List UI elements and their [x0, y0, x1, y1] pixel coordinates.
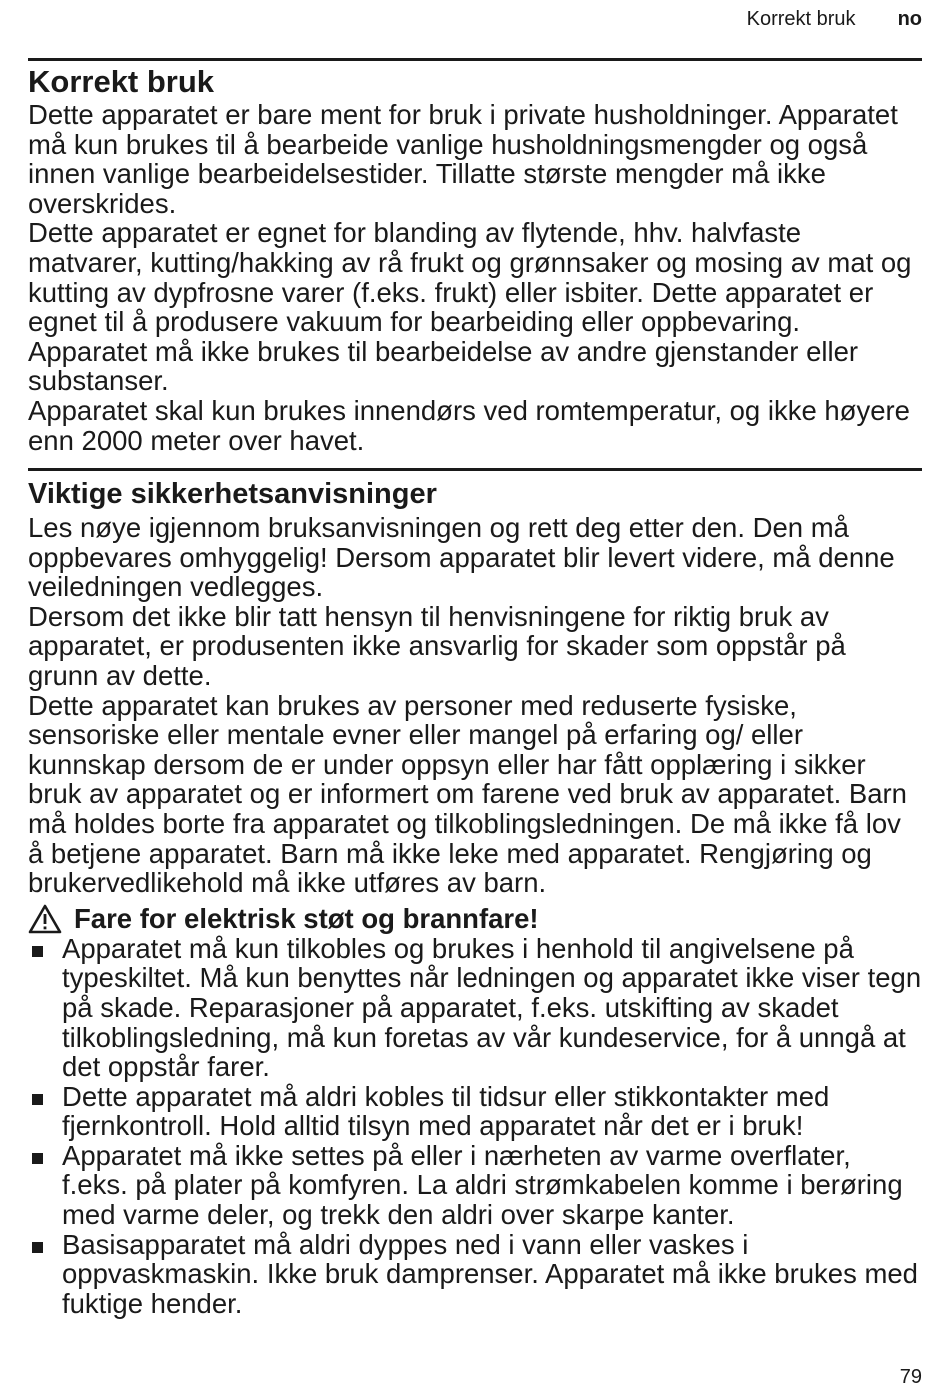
section-divider — [28, 468, 922, 471]
header-section-title: Korrekt bruk — [746, 8, 856, 30]
list-item — [28, 1141, 922, 1230]
page-header — [747, 8, 922, 31]
bullet-square-icon — [32, 1094, 43, 1105]
section-correct-use — [28, 64, 922, 455]
top-divider — [28, 58, 922, 61]
bullet-square-icon — [32, 946, 43, 957]
section-title: Viktige sikkerhetsanvisninger — [28, 478, 437, 510]
paragraph: Dersom det ikke blir tatt hensyn til henvisningene for riktig bruk av apparatet, er produsenten ikke ansvarlig for skader som oppstår på grunn av dette. — [28, 600, 846, 691]
paragraph: Dette apparatet er bare ment for bruk i private husholdninger. Apparatet må kun brukes til å bearbeide vanlige husholdningsmengder og også innen vanlige bearbeidelsestider. Tillatte største mengder må ikke overskrides. — [28, 99, 898, 219]
warning-title: Fare for elektrisk støt og brannfare! — [74, 902, 539, 934]
page-number: 79 — [899, 1366, 922, 1388]
list-item — [28, 934, 922, 1082]
warning-heading — [28, 904, 922, 934]
list-item-text: Dette apparatet må aldri kobles til tidsur eller stikkontakter med fjernkontroll. Hold alltid tilsyn med apparatet når det er i bruk! — [62, 1080, 830, 1142]
list-item-text: Apparatet må ikke settes på eller i nærheten av varme overflater, f.eks. på plater på komfyren. La aldri strømkabelen komme i berøring med varme deler, og trekk den aldri over skarpe kanter. — [62, 1139, 903, 1231]
paragraph: Dette apparatet er egnet for blanding av flytende, hhv. halvfaste matvarer, kutting/hakking av rå frukt og grønnsaker og mosing av mat og kutting av dypfrosne varer (f.eks. frukt) eller isbiter. Dette apparatet er egnet til å produsere vakuum for bearbeiding eller oppbevaring. Apparatet må ikke brukes til bearbeidelse av andre gjenstander eller substanser. — [28, 217, 912, 397]
list-item — [28, 1230, 922, 1319]
warning-triangle-icon — [28, 904, 62, 934]
paragraph: Dette apparatet kan brukes av personer med reduserte fysiske, sensoriske eller mentale evner eller mangel på erfaring og/ eller kunnskap dersom de er under oppsyn eller har fått opplæring i sikker bruk av apparatet og er informert om farene ved bruk av apparatet. Barn må holdes borte fra apparatet og tilkoblingsledningen. De må ikke få lov å betjene apparatet. Barn må ikke leke med apparatet. Rengjøring og brukervedlikehold må ikke utføres av barn. — [28, 689, 907, 899]
bullet-square-icon — [32, 1153, 43, 1164]
list-item-text: Apparatet må kun tilkobles og brukes i henhold til angivelsene på typeskiltet. Må kun benyttes når ledningen og apparatet ikke viser tegn på skade. Reparasjoner på apparatet, f.eks. utskifting av skadet tilkoblingsledning, må kun foretas av vår kundeservice, for å unngå at det oppstår farer. — [62, 932, 922, 1083]
list-item-text: Basisapparatet må aldri dyppes ned i vann eller vaskes i oppvaskmaskin. Ikke bruk damprenser. Apparatet må ikke brukes med fuktige hender. — [62, 1228, 918, 1319]
section-safety — [28, 477, 922, 1318]
section-title: Korrekt bruk — [28, 64, 215, 99]
warning-list — [28, 934, 922, 1319]
paragraph: Les nøye igjennom bruksanvisningen og rett deg etter den. Den må oppbevares omhyggelig! Dersom apparatet blir levert videre, må denne veiledningen vedlegges. — [28, 512, 895, 603]
paragraph: Apparatet skal kun brukes innendørs ved romtemperatur, og ikke høyere enn 2000 meter over havet. — [28, 394, 910, 456]
bullet-square-icon — [32, 1242, 43, 1253]
list-item — [28, 1082, 922, 1141]
header-language: no — [897, 8, 922, 30]
